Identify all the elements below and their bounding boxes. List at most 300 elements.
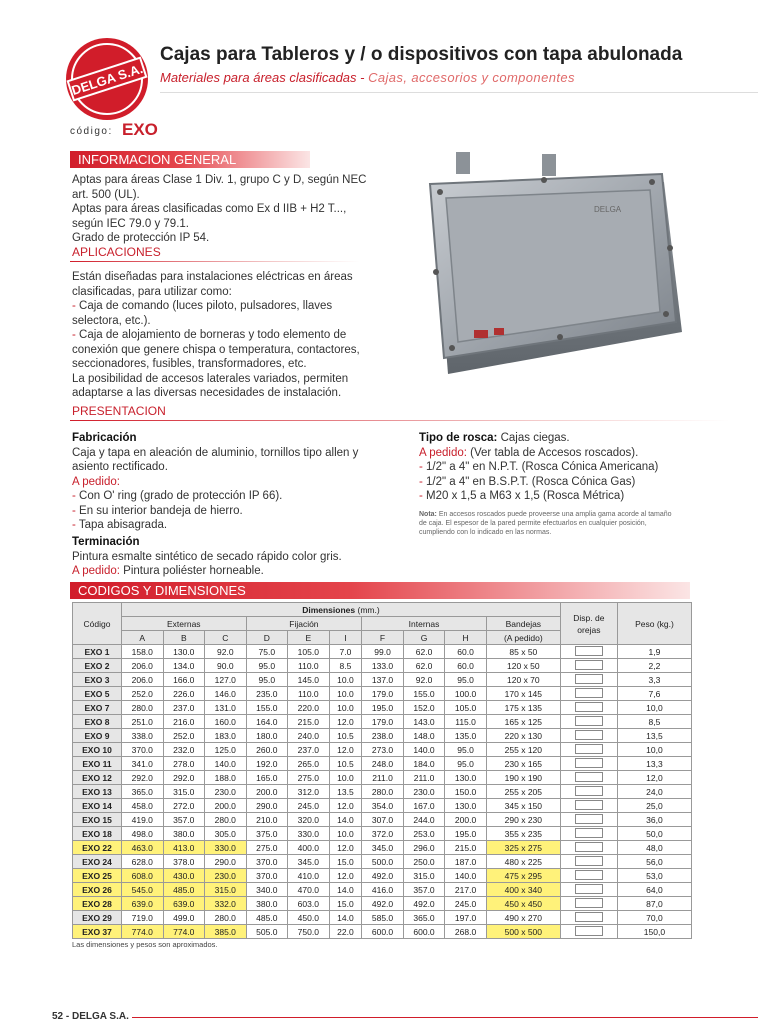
- row-cell: 290 x 230: [486, 813, 560, 827]
- col-letter: F: [362, 631, 404, 645]
- row-cell: 211.0: [403, 771, 445, 785]
- row-peso: 24,0: [617, 785, 691, 799]
- aplicaciones-text: Están diseñadas para instalaciones eléctricas en áreas clasificadas, para utilizar como: - Caja de comando (luces piloto, pulsadores, llaves selectora, etc.). - Caja de alojamiento de borneras y todo elemento de conexión que genere chispa o temperatura, contactores, seccionadores, fusibles, transformadores, etc. La posibilidad de accesos laterales variados, permiten adaptarse a las diversas necesidades de instalación.: [72, 271, 360, 399]
- ears-icon: [575, 856, 603, 866]
- table-row: [73, 701, 692, 715]
- table-row: [73, 799, 692, 813]
- ears-diagram: [560, 897, 617, 911]
- row-cell: 230.0: [205, 869, 247, 883]
- row-peso: 36,0: [617, 813, 691, 827]
- ears-icon: [575, 814, 603, 824]
- row-cell: 273.0: [362, 743, 404, 757]
- terminacion-block: Terminación Pintura esmalte sintético de secado rápido color gris. A pedido: Pintura poliéster horneable.: [72, 536, 342, 577]
- row-cell: 338.0: [122, 729, 164, 743]
- row-cell: 315.0: [163, 785, 205, 799]
- dimensions-table: [72, 602, 692, 939]
- row-cell: 253.0: [403, 827, 445, 841]
- row-code: EXO 11: [73, 757, 122, 771]
- row-cell: 419.0: [122, 813, 164, 827]
- row-cell: 500.0: [362, 855, 404, 869]
- row-cell: 354.0: [362, 799, 404, 813]
- row-cell: 357.0: [403, 883, 445, 897]
- row-cell: 260.0: [246, 743, 288, 757]
- ears-icon: [575, 660, 603, 670]
- row-cell: 492.0: [362, 869, 404, 883]
- row-cell: 490 x 270: [486, 911, 560, 925]
- row-cell: 12.0: [329, 869, 362, 883]
- row-cell: 499.0: [163, 911, 205, 925]
- row-cell: 250.0: [403, 855, 445, 869]
- row-cell: 237.0: [288, 743, 330, 757]
- ears-icon: [575, 870, 603, 880]
- row-cell: 164.0: [246, 715, 288, 729]
- ears-icon: [575, 842, 603, 852]
- row-cell: 60.0: [445, 645, 487, 659]
- row-cell: 235.0: [246, 687, 288, 701]
- col-letter: B: [163, 631, 205, 645]
- row-code: EXO 2: [73, 659, 122, 673]
- section-heading-aplicaciones: APLICACIONES: [72, 245, 161, 259]
- row-cell: 400.0: [288, 841, 330, 855]
- row-cell: 600.0: [403, 925, 445, 939]
- row-cell: 639.0: [163, 897, 205, 911]
- row-cell: 292.0: [163, 771, 205, 785]
- row-cell: 10.0: [329, 827, 362, 841]
- row-cell: 370.0: [122, 743, 164, 757]
- row-cell: 179.0: [362, 687, 404, 701]
- col-disp-orejas: Disp. de orejas: [560, 603, 617, 645]
- row-code: EXO 7: [73, 701, 122, 715]
- row-cell: 480 x 225: [486, 855, 560, 869]
- row-cell: 750.0: [288, 925, 330, 939]
- table-row: [73, 659, 692, 673]
- row-peso: 10,0: [617, 701, 691, 715]
- table-row: [73, 883, 692, 897]
- row-cell: 179.0: [362, 715, 404, 729]
- row-cell: 131.0: [205, 701, 247, 715]
- row-cell: 127.0: [205, 673, 247, 687]
- row-cell: 166.0: [163, 673, 205, 687]
- col-codigo: Código: [73, 603, 122, 645]
- row-cell: 719.0: [122, 911, 164, 925]
- row-cell: 240.0: [288, 729, 330, 743]
- ears-icon: [575, 912, 603, 922]
- table-row: [73, 645, 692, 659]
- row-cell: 148.0: [403, 729, 445, 743]
- row-cell: 505.0: [246, 925, 288, 939]
- row-cell: 370.0: [246, 869, 288, 883]
- row-cell: 140.0: [445, 869, 487, 883]
- row-cell: 400 x 340: [486, 883, 560, 897]
- row-cell: 211.0: [362, 771, 404, 785]
- row-cell: 92.0: [205, 645, 247, 659]
- page-subtitle: Materiales para áreas clasificadas - Cajas, accesorios y componentes: [160, 70, 575, 85]
- row-cell: 10.5: [329, 729, 362, 743]
- footer-rule: [132, 1017, 758, 1018]
- row-cell: 130.0: [445, 799, 487, 813]
- ears-icon: [575, 884, 603, 894]
- table-row: [73, 757, 692, 771]
- row-cell: 10.0: [329, 701, 362, 715]
- row-cell: 12.0: [329, 799, 362, 813]
- row-cell: 365.0: [403, 911, 445, 925]
- row-cell: 278.0: [163, 757, 205, 771]
- row-cell: 470.0: [288, 883, 330, 897]
- row-cell: 190 x 190: [486, 771, 560, 785]
- row-cell: 105.0: [445, 701, 487, 715]
- grp-internas: Internas: [362, 617, 487, 631]
- table-row: [73, 673, 692, 687]
- ears-icon: [575, 674, 603, 684]
- ears-diagram: [560, 785, 617, 799]
- row-code: EXO 3: [73, 673, 122, 687]
- grp-fijacion: Fijación: [246, 617, 362, 631]
- row-code: EXO 14: [73, 799, 122, 813]
- row-cell: 774.0: [122, 925, 164, 939]
- row-cell: 75.0: [246, 645, 288, 659]
- col-letter: G: [403, 631, 445, 645]
- row-cell: 292.0: [122, 771, 164, 785]
- row-code: EXO 37: [73, 925, 122, 939]
- row-cell: 95.0: [246, 659, 288, 673]
- row-cell: 183.0: [205, 729, 247, 743]
- row-cell: 378.0: [163, 855, 205, 869]
- table-row: [73, 785, 692, 799]
- ears-icon: [575, 646, 603, 656]
- row-peso: 2,2: [617, 659, 691, 673]
- row-peso: 7,6: [617, 687, 691, 701]
- info-text: Aptas para áreas Clase 1 Div. 1, grupo C y D, según NEC art. 500 (UL). Aptas para áreas clasificadas como Ex d IIB + H2 T..., según IEC 79.0 y 79.1. Grado de protección IP 54.: [72, 174, 367, 244]
- row-code: EXO 18: [73, 827, 122, 841]
- row-cell: 492.0: [362, 897, 404, 911]
- row-cell: 312.0: [288, 785, 330, 799]
- row-cell: 14.0: [329, 883, 362, 897]
- row-cell: 332.0: [205, 897, 247, 911]
- row-cell: 14.0: [329, 911, 362, 925]
- row-cell: 280.0: [205, 911, 247, 925]
- ears-icon: [575, 716, 603, 726]
- ears-diagram: [560, 687, 617, 701]
- ears-diagram: [560, 645, 617, 659]
- ears-diagram: [560, 701, 617, 715]
- grp-externas: Externas: [122, 617, 247, 631]
- row-cell: 95.0: [445, 757, 487, 771]
- row-cell: 152.0: [403, 701, 445, 715]
- row-peso: 150,0: [617, 925, 691, 939]
- col-letter: D: [246, 631, 288, 645]
- row-peso: 56,0: [617, 855, 691, 869]
- row-cell: 345.0: [362, 841, 404, 855]
- row-cell: 226.0: [163, 687, 205, 701]
- row-cell: 355 x 235: [486, 827, 560, 841]
- row-cell: 272.0: [163, 799, 205, 813]
- row-cell: 10.0: [329, 673, 362, 687]
- row-cell: 255 x 205: [486, 785, 560, 799]
- row-cell: 90.0: [205, 659, 247, 673]
- row-cell: 217.0: [445, 883, 487, 897]
- col-letter: I: [329, 631, 362, 645]
- ears-icon: [575, 758, 603, 768]
- row-cell: 230.0: [403, 785, 445, 799]
- row-cell: 603.0: [288, 897, 330, 911]
- svg-text:DELGA S.A.: DELGA S.A.: [69, 60, 145, 99]
- row-cell: 320.0: [288, 813, 330, 827]
- table-row: [73, 771, 692, 785]
- ears-diagram: [560, 911, 617, 925]
- delga-logo: [64, 36, 150, 122]
- row-cell: 165.0: [246, 771, 288, 785]
- section-bar-info: INFORMACION GENERAL: [70, 151, 310, 168]
- table-row: [73, 911, 692, 925]
- row-cell: 120 x 70: [486, 673, 560, 687]
- row-cell: 585.0: [362, 911, 404, 925]
- table-row: [73, 897, 692, 911]
- row-peso: 48,0: [617, 841, 691, 855]
- col-dimensiones: Dimensiones (mm.): [122, 603, 561, 617]
- row-cell: 155.0: [246, 701, 288, 715]
- row-code: EXO 28: [73, 897, 122, 911]
- ears-icon: [575, 800, 603, 810]
- row-cell: 375.0: [246, 827, 288, 841]
- row-cell: 192.0: [246, 757, 288, 771]
- row-cell: 485.0: [163, 883, 205, 897]
- row-cell: 341.0: [122, 757, 164, 771]
- ears-diagram: [560, 925, 617, 939]
- footer-page-label: 52 - DELGA S.A.: [52, 1011, 129, 1022]
- section-heading-presentacion: PRESENTACION: [72, 404, 166, 418]
- row-cell: 330.0: [288, 827, 330, 841]
- row-cell: 10.5: [329, 757, 362, 771]
- row-code: EXO 25: [73, 869, 122, 883]
- ears-diagram: [560, 869, 617, 883]
- ears-diagram: [560, 673, 617, 687]
- row-cell: 158.0: [122, 645, 164, 659]
- row-cell: 216.0: [163, 715, 205, 729]
- row-cell: 370.0: [246, 855, 288, 869]
- row-cell: 220 x 130: [486, 729, 560, 743]
- row-cell: 492.0: [403, 897, 445, 911]
- row-peso: 25,0: [617, 799, 691, 813]
- row-cell: 167.0: [403, 799, 445, 813]
- row-cell: 22.0: [329, 925, 362, 939]
- row-cell: 450 x 450: [486, 897, 560, 911]
- col-letter: E: [288, 631, 330, 645]
- row-cell: 180.0: [246, 729, 288, 743]
- row-code: EXO 26: [73, 883, 122, 897]
- row-cell: 150.0: [445, 785, 487, 799]
- ears-icon: [575, 772, 603, 782]
- row-cell: 345.0: [288, 855, 330, 869]
- row-cell: 345 x 150: [486, 799, 560, 813]
- row-cell: 410.0: [288, 869, 330, 883]
- row-peso: 53,0: [617, 869, 691, 883]
- row-cell: 280.0: [205, 813, 247, 827]
- row-peso: 64,0: [617, 883, 691, 897]
- ears-icon: [575, 786, 603, 796]
- row-cell: 252.0: [122, 687, 164, 701]
- row-cell: 237.0: [163, 701, 205, 715]
- row-cell: 307.0: [362, 813, 404, 827]
- row-cell: 15.0: [329, 855, 362, 869]
- row-cell: 140.0: [403, 743, 445, 757]
- row-cell: 416.0: [362, 883, 404, 897]
- row-cell: 430.0: [163, 869, 205, 883]
- row-code: EXO 24: [73, 855, 122, 869]
- row-cell: 165 x 125: [486, 715, 560, 729]
- row-code: EXO 8: [73, 715, 122, 729]
- row-cell: 137.0: [362, 673, 404, 687]
- table-row: [73, 841, 692, 855]
- row-cell: 15.0: [329, 897, 362, 911]
- col-bandejas-sub: (A pedido): [486, 631, 560, 645]
- row-cell: 210.0: [246, 813, 288, 827]
- table-row: [73, 925, 692, 939]
- row-cell: 13.5: [329, 785, 362, 799]
- row-cell: 188.0: [205, 771, 247, 785]
- row-code: EXO 15: [73, 813, 122, 827]
- row-cell: 315.0: [205, 883, 247, 897]
- row-cell: 330.0: [205, 841, 247, 855]
- row-peso: 12,0: [617, 771, 691, 785]
- section-bar-codigos: CODIGOS Y DIMENSIONES: [70, 582, 690, 599]
- code-label: código:: [70, 126, 113, 137]
- row-cell: 130.0: [163, 645, 205, 659]
- row-cell: 195.0: [445, 827, 487, 841]
- row-cell: 145.0: [288, 673, 330, 687]
- row-cell: 155.0: [403, 687, 445, 701]
- row-cell: 8.5: [329, 659, 362, 673]
- col-letter: H: [445, 631, 487, 645]
- table-row: [73, 827, 692, 841]
- row-peso: 13,5: [617, 729, 691, 743]
- row-cell: 290.0: [205, 855, 247, 869]
- ears-icon: [575, 730, 603, 740]
- ears-icon: [575, 744, 603, 754]
- row-cell: 280.0: [122, 701, 164, 715]
- fabricacion-block: Fabricación Caja y tapa en aleación de aluminio, tornillos tipo allen y asiento rectificado. A pedido: - Con O' ring (grado de protección IP 66). - En su interior bandeja de hierro. - Tapa abisagrada.: [72, 432, 359, 531]
- ears-diagram: [560, 757, 617, 771]
- row-code: EXO 13: [73, 785, 122, 799]
- code-value: EXO: [122, 120, 158, 139]
- row-code: EXO 9: [73, 729, 122, 743]
- row-peso: 50,0: [617, 827, 691, 841]
- row-code: EXO 1: [73, 645, 122, 659]
- row-cell: 85 x 50: [486, 645, 560, 659]
- row-cell: 184.0: [403, 757, 445, 771]
- page-title: Cajas para Tableros y / o dispositivos con tapa abulonada: [160, 44, 683, 65]
- row-cell: 12.0: [329, 715, 362, 729]
- rosca-block: Tipo de rosca: Cajas ciegas. A pedido: (Ver tabla de Accesos roscados). - 1/2" a 4" en N.P.T. (Rosca Cónica Americana) - 1/2" a 4" en B.S.P.T. (Rosca Cónica Gas) - M20 x 1,5 a M63 x 1,5 (Rosca Métrica): [419, 432, 659, 502]
- row-cell: 372.0: [362, 827, 404, 841]
- row-cell: 244.0: [403, 813, 445, 827]
- row-cell: 7.0: [329, 645, 362, 659]
- row-peso: 87,0: [617, 897, 691, 911]
- row-cell: 385.0: [205, 925, 247, 939]
- row-cell: 206.0: [122, 673, 164, 687]
- row-cell: 95.0: [445, 743, 487, 757]
- row-cell: 187.0: [445, 855, 487, 869]
- row-cell: 215.0: [445, 841, 487, 855]
- row-cell: 639.0: [122, 897, 164, 911]
- row-cell: 95.0: [445, 673, 487, 687]
- row-code: EXO 12: [73, 771, 122, 785]
- section-divider: [70, 420, 730, 421]
- table-row: [73, 813, 692, 827]
- table-row: [73, 715, 692, 729]
- row-cell: 275.0: [288, 771, 330, 785]
- row-cell: 135.0: [445, 729, 487, 743]
- grp-bandejas: Bandejas: [486, 617, 560, 631]
- product-photo: [424, 152, 690, 378]
- row-cell: 12.0: [329, 841, 362, 855]
- row-cell: 62.0: [403, 659, 445, 673]
- row-cell: 134.0: [163, 659, 205, 673]
- ears-icon: [575, 926, 603, 936]
- row-cell: 280.0: [362, 785, 404, 799]
- row-cell: 60.0: [445, 659, 487, 673]
- ears-diagram: [560, 813, 617, 827]
- row-cell: 251.0: [122, 715, 164, 729]
- row-cell: 485.0: [246, 911, 288, 925]
- row-cell: 340.0: [246, 883, 288, 897]
- row-cell: 296.0: [403, 841, 445, 855]
- row-cell: 200.0: [205, 799, 247, 813]
- row-cell: 160.0: [205, 715, 247, 729]
- row-cell: 458.0: [122, 799, 164, 813]
- ears-diagram: [560, 841, 617, 855]
- ears-icon: [575, 688, 603, 698]
- row-cell: 125.0: [205, 743, 247, 757]
- row-cell: 92.0: [403, 673, 445, 687]
- row-cell: 95.0: [246, 673, 288, 687]
- ears-diagram: [560, 743, 617, 757]
- row-cell: 545.0: [122, 883, 164, 897]
- row-cell: 140.0: [205, 757, 247, 771]
- row-cell: 62.0: [403, 645, 445, 659]
- row-cell: 265.0: [288, 757, 330, 771]
- ears-diagram: [560, 827, 617, 841]
- col-peso: Peso (kg.): [617, 603, 691, 645]
- row-cell: 245.0: [288, 799, 330, 813]
- row-cell: 600.0: [362, 925, 404, 939]
- table-row: [73, 729, 692, 743]
- row-cell: 245.0: [445, 897, 487, 911]
- table-row: [73, 687, 692, 701]
- ears-icon: [575, 828, 603, 838]
- row-cell: 255 x 120: [486, 743, 560, 757]
- row-code: EXO 5: [73, 687, 122, 701]
- row-cell: 200.0: [246, 785, 288, 799]
- row-cell: 413.0: [163, 841, 205, 855]
- row-cell: 105.0: [288, 645, 330, 659]
- ears-icon: [575, 702, 603, 712]
- row-cell: 252.0: [163, 729, 205, 743]
- row-cell: 146.0: [205, 687, 247, 701]
- row-cell: 232.0: [163, 743, 205, 757]
- row-code: EXO 22: [73, 841, 122, 855]
- row-peso: 1,9: [617, 645, 691, 659]
- row-cell: 115.0: [445, 715, 487, 729]
- row-cell: 206.0: [122, 659, 164, 673]
- row-cell: 450.0: [288, 911, 330, 925]
- row-cell: 10.0: [329, 771, 362, 785]
- col-letter: C: [205, 631, 247, 645]
- row-cell: 195.0: [362, 701, 404, 715]
- row-cell: 133.0: [362, 659, 404, 673]
- row-cell: 238.0: [362, 729, 404, 743]
- row-code: EXO 29: [73, 911, 122, 925]
- svg-text:DELGA: DELGA: [594, 205, 622, 214]
